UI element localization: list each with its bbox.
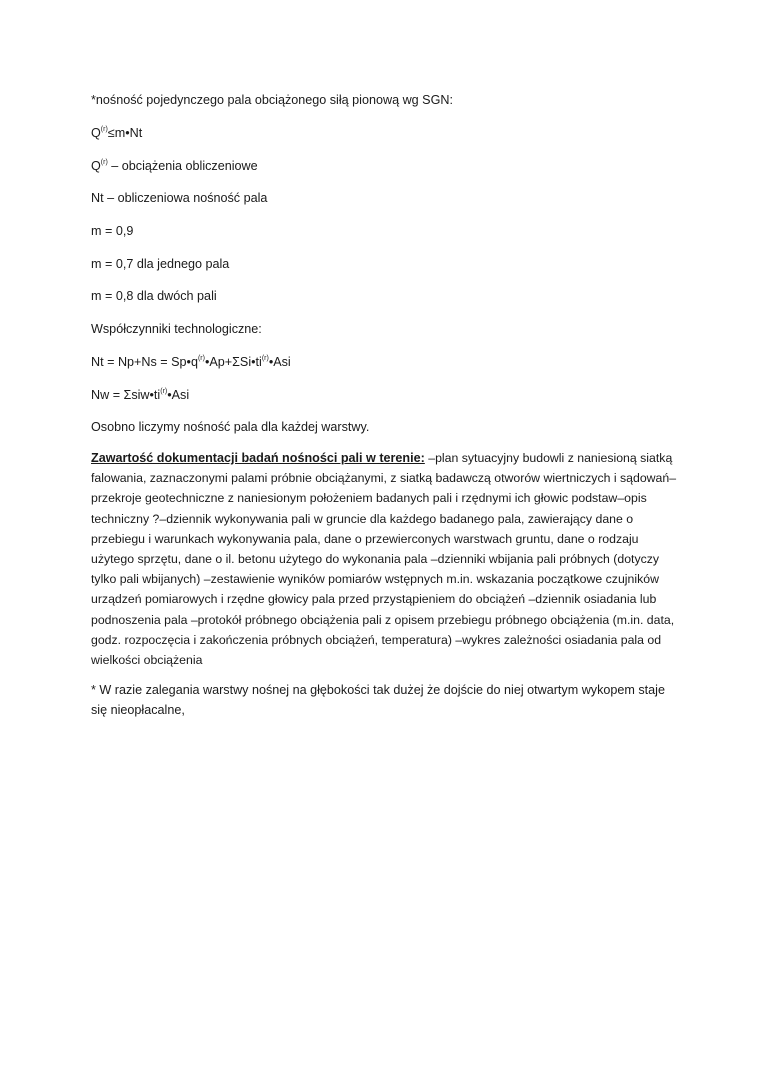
superscript: (r)	[100, 158, 108, 166]
text-span: m = 0,7 dla jednego pala	[91, 257, 230, 271]
superscript: (r)	[197, 354, 205, 362]
formula-line-condition	[91, 125, 142, 141]
text-line-bearing-capacity-heading	[91, 92, 453, 108]
documentation-paragraph	[91, 448, 679, 670]
text-span: Q	[91, 159, 101, 173]
formula-line-nt	[91, 354, 291, 370]
definition-line-q	[91, 158, 258, 174]
section-body: –plan sytuacyjny budowli z naniesioną siatką falowania, zaznaczonymi palami próbnie obciążanymi, z siatką badawczą otworów wiertniczych i sądowań–przekroje geotechniczne z naniesionym położeniem badanych pali i rzędnymi ich głowic podstaw–opis techniczny ?–dziennik wykonywania pali w gruncie dla każdego badanego pala, zawierający dane o przebiegu i warunkach wykonywania pala, dane o przewierconych warstwach gruntu, dane o rodzaju użytego sprzętu, dane o il. betonu użytego do wykonania pala –dzienniki wbijania pali próbnych (dotyczy tylko pali wbijanych) –zestawienie wyników pomiarów wstępnych m.in. wskazania początkowe czujników urządzeń pomiarowych i rzędne głowicy pala przed przystąpieniem do obciążeń –dziennik osiadania lub podnoszenia pala –protokół próbnego obciążenia pali z opisem przebiegu próbnego obciążenia (m.in. data, godz. rozpoczęcia i zakończenia próbnych obciążeń, temperatura) –wykres zależności osiadania pala od wielkości obciążenia	[91, 451, 677, 668]
text-span: m = 0,9	[91, 224, 134, 238]
text-span: •Asi	[167, 388, 190, 402]
formula-line-nw	[91, 387, 189, 403]
text-span: Nt – obliczeniowa nośność pala	[91, 191, 268, 205]
footnote-text: * W razie zalegania warstwy nośnej na głębokości tak dużej że dojście do niej otwartym wykopem staje się nieopłacalne,	[91, 683, 665, 718]
text-span: m = 0,8 dla dwóch pali	[91, 289, 217, 303]
text-line-coefficients	[91, 321, 262, 337]
footnote-paragraph	[91, 680, 679, 720]
text-span: •Asi	[268, 355, 291, 369]
value-line-m2	[91, 256, 229, 272]
text-span: Współczynniki technologiczne:	[91, 322, 262, 336]
superscript: (r)	[100, 125, 108, 133]
text-span: Nt = Np+Ns = Sp•q	[91, 355, 198, 369]
text-span: *nośność pojedynczego pala obciążonego siłą pionową wg SGN:	[91, 93, 453, 107]
value-line-m1	[91, 223, 133, 239]
value-line-m3	[91, 288, 217, 304]
text-span: – obciążenia obliczeniowe	[107, 159, 258, 173]
text-span: •Ap+ΣSi•ti	[204, 355, 262, 369]
text-span: Osobno liczymy nośność pala dla każdej warstwy.	[91, 420, 370, 434]
text-span: Q	[91, 126, 101, 140]
text-span: Nw = Σsiw•ti	[91, 388, 161, 402]
superscript: (r)	[261, 354, 269, 362]
section-heading: Zawartość dokumentacji badań nośności pali w terenie:	[91, 451, 425, 465]
definition-line-nt	[91, 190, 267, 206]
text-line-separate-layers	[91, 419, 369, 435]
superscript: (r)	[160, 387, 168, 395]
text-span: ≤m•Nt	[107, 126, 143, 140]
